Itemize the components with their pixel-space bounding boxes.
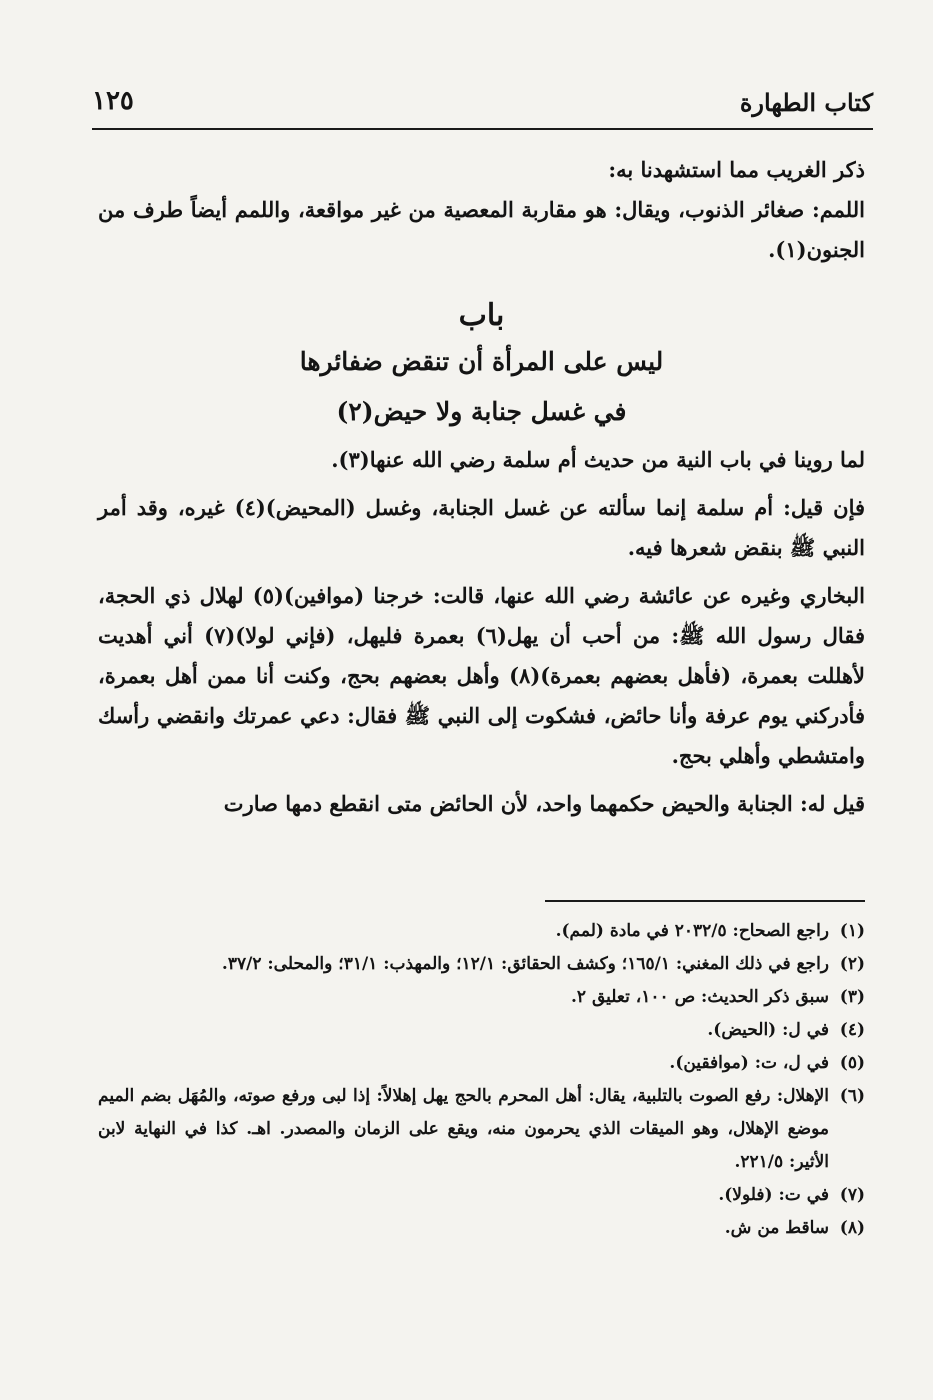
footnote-number: (٦) [839, 1086, 865, 1106]
footnote-number: (٣) [839, 987, 865, 1007]
paragraph-2: فإن قيل: أم سلمة إنما سألته عن غسل الجنابة، وغسل (المحيض)(٤) غيره، وقد أمر النبي ﷺ بنقض شعرها فيه. [98, 495, 866, 560]
footnote-text: في ل: (الحيض). [707, 1020, 829, 1040]
footnote [98, 915, 865, 948]
footnote-text: سبق ذكر الحديث: ص ١٠٠، تعليق ٢. [571, 987, 829, 1007]
footnote [98, 981, 865, 1014]
paragraph-3: البخاري وغيره عن عائشة رضي الله عنها، قالت: خرجنا (موافين)(٥) لهلال ذي الحجة، فقال رسول الله ﷺ: من أحب أن يهل(٦) بعمرة فليهل، (فإني لولا)(٧) أني أهديت لأهللت بعمرة، (فأهل بعضهم بعمرة)(٨) وأهل بعضهم بحج، وكنت أنا ممن أهل بعمرة، فأدركني يوم عرفة وأنا حائض، فشكوت إلى النبي ﷺ فقال: دعي عمرتك وانقضي رأسك وامتشطي وأهلي بحج. [98, 583, 865, 768]
footnote-text: راجع الصحاح: ٢٠٣٢/٥ في مادة (لمم). [555, 921, 829, 941]
footnote-text: راجع في ذلك المغني: ١٦٥/١؛ وكشف الحقائق: ١٢/١؛ والمهذب: ٣١/١؛ والمحلى: ٣٧/٢. [221, 954, 829, 974]
main-text [98, 150, 865, 832]
footnote-separator [545, 900, 865, 902]
footnote-text: في ت: (فلولا). [718, 1185, 829, 1205]
chapter-title: كتاب الطهارة [739, 88, 873, 117]
page-number: ١٢٥ [92, 86, 134, 116]
footnote-text: الإهلال: رفع الصوت بالتلبية، يقال: أهل المحرم بالحج يهل إهلالاً: إذا لبى ورفع صوته، والمُهَل بضم الميم موضع الإهلال، وهو الميقات الذي يحرمون منه، ويقع على الزمان والمصدر. اهـ. كذا في النهاية لابن الأثير: ٢٢١/٥. [98, 1086, 829, 1172]
footnote [98, 1047, 865, 1080]
footnote-number: (٢) [839, 954, 865, 974]
footnote-number: (٤) [839, 1020, 865, 1040]
footnote [98, 1080, 865, 1179]
footnote-text: في ل، ت: (موافقين). [669, 1053, 829, 1073]
chapter-title-line-1: ليس على المرأة أن تنقض ضفائرها [299, 347, 664, 376]
footnote-text: ساقط من ش. [724, 1218, 829, 1238]
paragraph-lamam: اللمم: صغائر الذنوب، ويقال: هو مقاربة المعصية من غير مواقعة، واللمم أيضاً طرف من الجنون(١). [98, 197, 865, 262]
footnote-number: (١) [839, 921, 865, 941]
footnote-number: (٨) [839, 1218, 865, 1238]
footnote [98, 1212, 865, 1245]
footnote-number: (٧) [839, 1185, 865, 1205]
running-header [92, 84, 873, 130]
chapter-heading: باب [458, 298, 505, 333]
footnote [98, 948, 865, 981]
paragraph-4: قيل له: الجنابة والحيض حكمهما واحد، لأن الحائض متى انقطع دمها صارت [223, 791, 865, 816]
footnote [98, 1014, 865, 1047]
footnote [98, 1179, 865, 1212]
chapter-title-line-2: في غسل جنابة ولا حيض(٢) [336, 397, 627, 426]
footnotes [98, 915, 865, 1245]
gharib-heading: ذكر الغريب مما استشهدنا به: [608, 157, 865, 182]
footnote-number: (٥) [839, 1053, 865, 1073]
paragraph-1: لما روينا في باب النية من حديث أم سلمة رضي الله عنها(٣). [331, 447, 865, 472]
